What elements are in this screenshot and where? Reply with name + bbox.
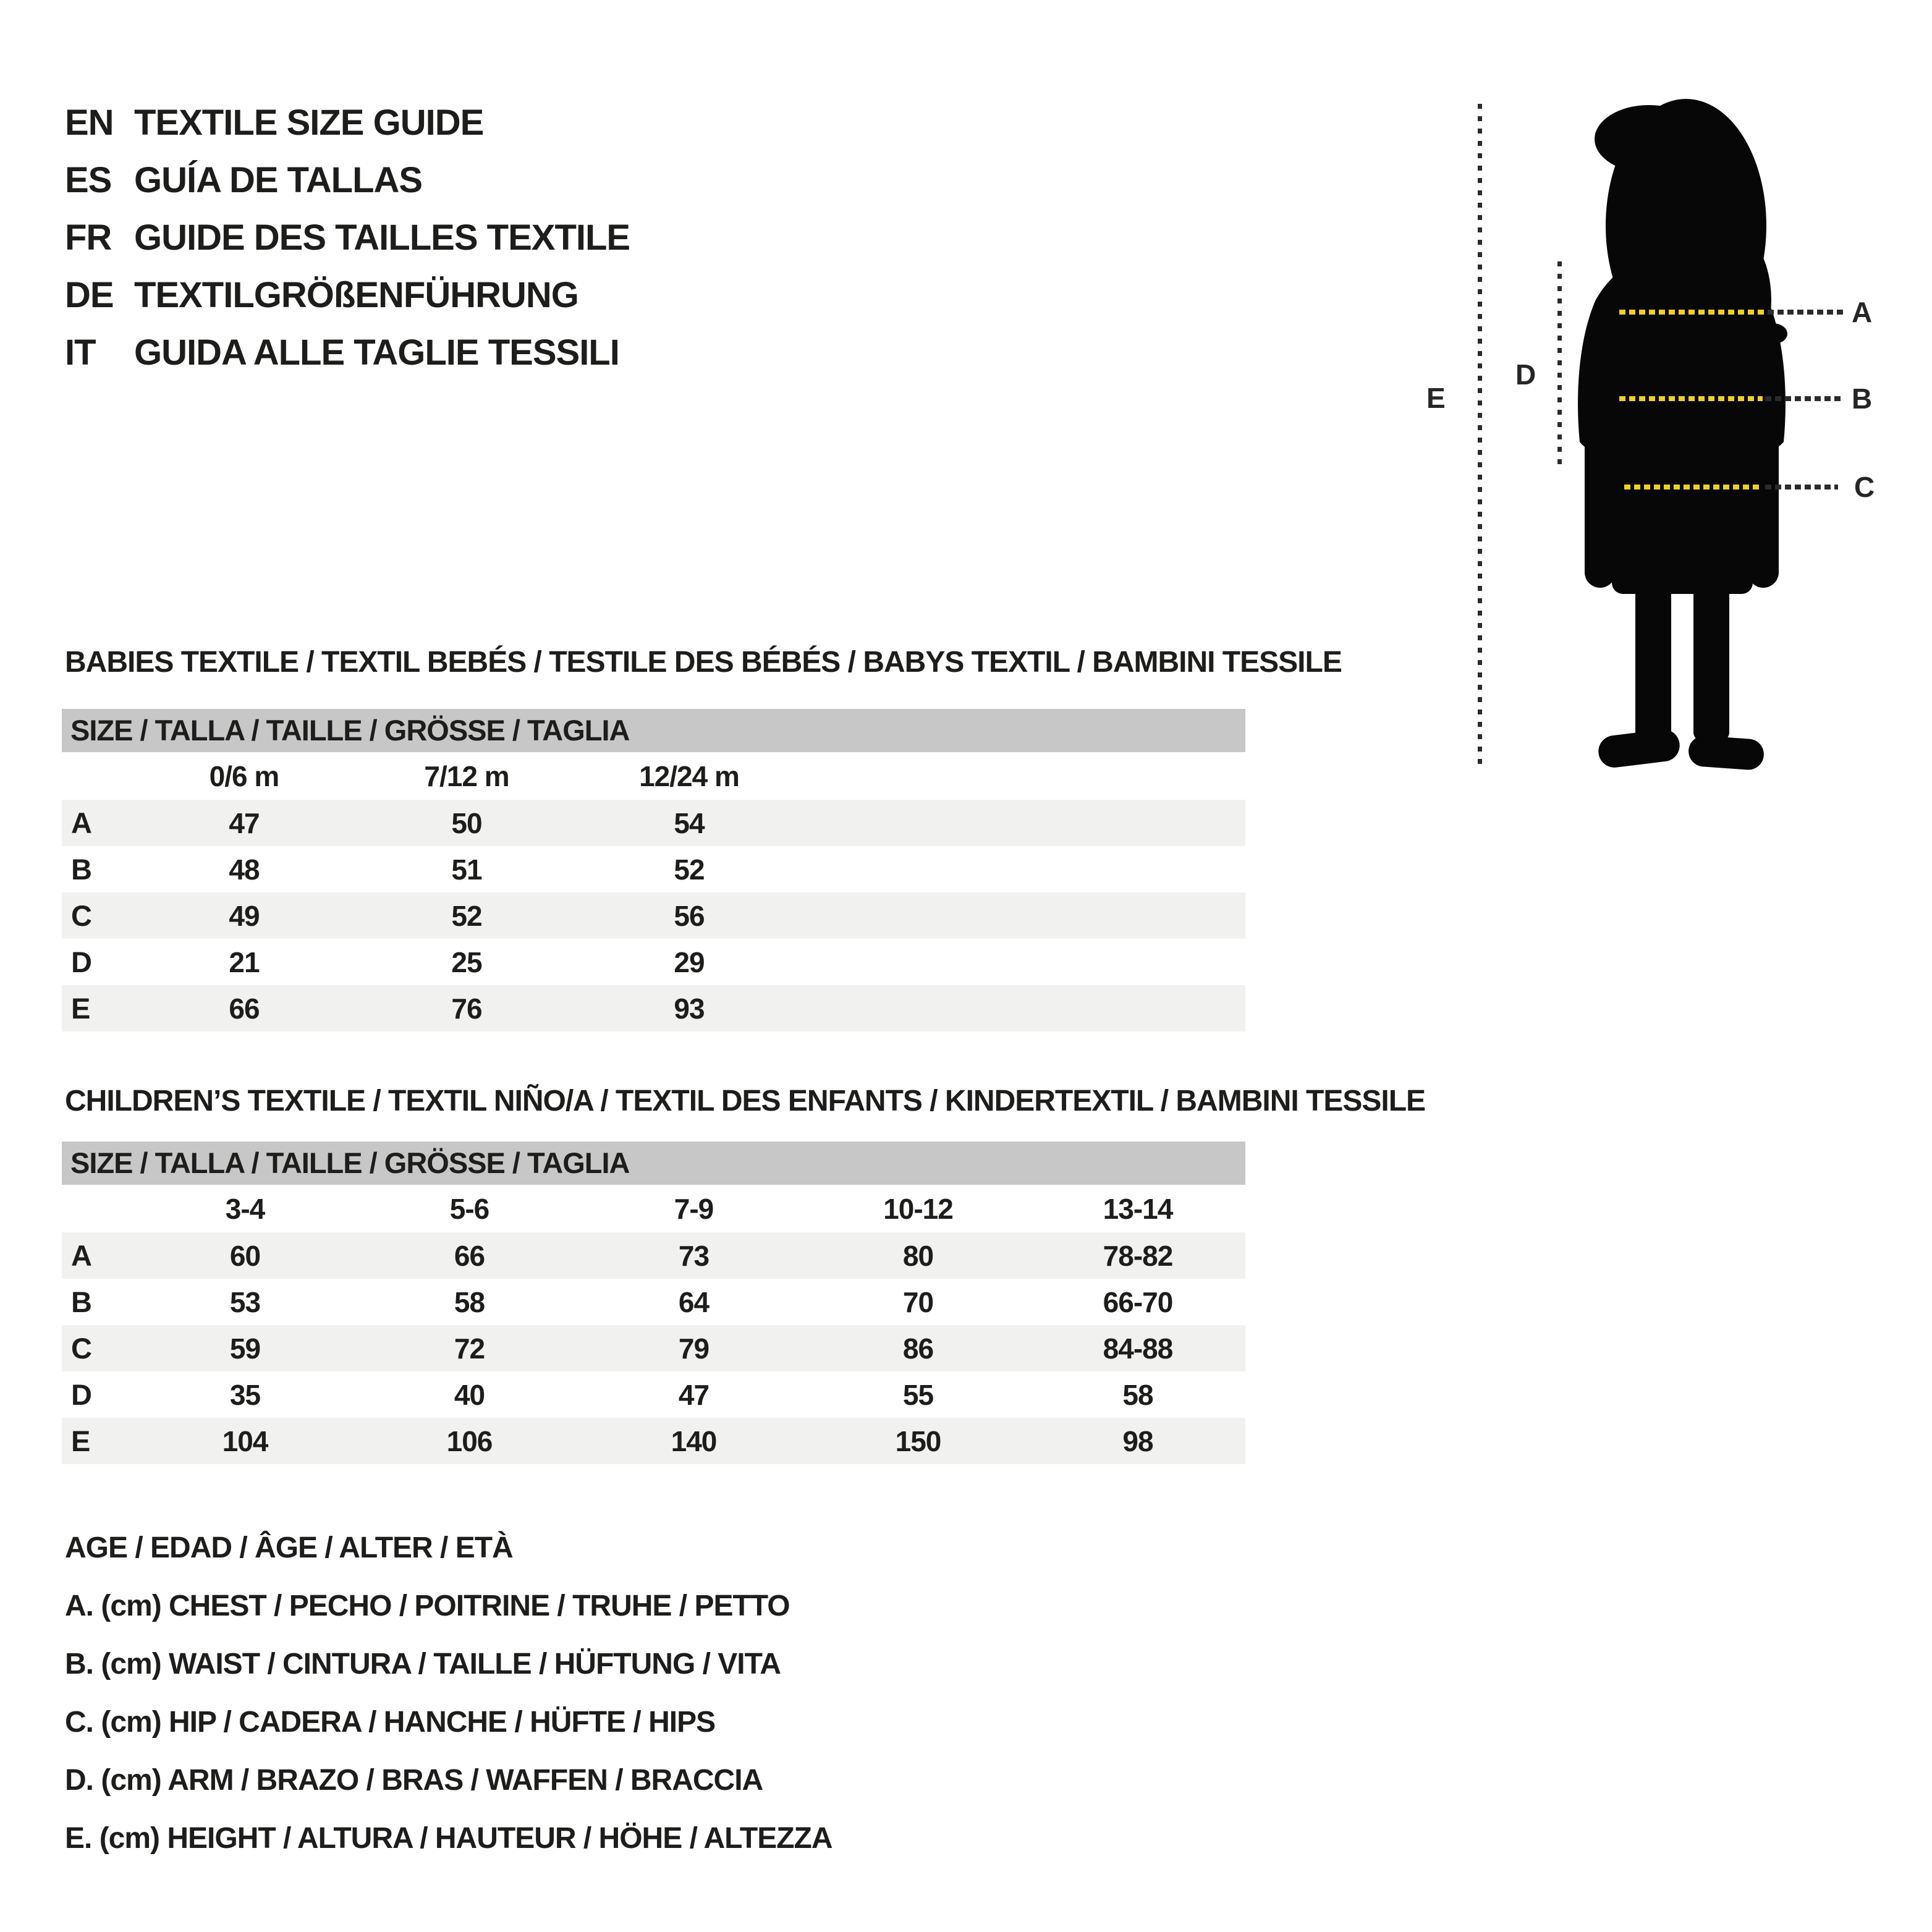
left-leg-shape bbox=[1635, 583, 1671, 741]
row-label: D bbox=[71, 946, 91, 978]
cell: 48 bbox=[229, 853, 260, 886]
row-label: D bbox=[71, 1378, 91, 1411]
legend-line-hip: C. (cm) HIP / CADERA / HANCHE / HÜFTE / HIPS bbox=[65, 1706, 716, 1739]
babies-size-table bbox=[62, 709, 1245, 1032]
table-row bbox=[62, 892, 1245, 939]
language-row-de bbox=[65, 276, 578, 315]
column-header: 7-9 bbox=[674, 1192, 714, 1225]
cell: 52 bbox=[451, 899, 482, 932]
measure-label-e: E bbox=[1426, 382, 1446, 414]
children-column-header-row bbox=[62, 1185, 1245, 1232]
language-title: TEXTILGRÖßENFÜHRUNG bbox=[134, 275, 578, 315]
legend-line-chest: A. (cm) CHEST / PECHO / POITRINE / TRUHE / PETTO bbox=[65, 1590, 790, 1622]
cell: 35 bbox=[229, 1378, 261, 1411]
legend-line-waist: B. (cm) WAIST / CINTURA / TAILLE / HÜFTUNG / VITA bbox=[65, 1648, 781, 1680]
table-row bbox=[62, 846, 1245, 892]
language-title: TEXTILE SIZE GUIDE bbox=[134, 103, 484, 143]
cell: 60 bbox=[229, 1239, 261, 1272]
row-label: A bbox=[71, 1239, 91, 1272]
language-code: FR bbox=[65, 218, 112, 258]
row-label: B bbox=[71, 1286, 91, 1318]
cell: 59 bbox=[229, 1332, 261, 1365]
table-row bbox=[62, 1232, 1245, 1279]
table-row bbox=[62, 1418, 1245, 1464]
row-label: E bbox=[71, 992, 90, 1025]
language-title: GUIDE DES TAILLES TEXTILE bbox=[134, 218, 630, 258]
cell: 54 bbox=[674, 807, 705, 839]
table-row bbox=[62, 1371, 1245, 1418]
row-label: B bbox=[71, 853, 91, 886]
cell: 29 bbox=[674, 946, 705, 978]
cell: 53 bbox=[229, 1286, 261, 1318]
cell: 106 bbox=[446, 1425, 493, 1457]
cell: 56 bbox=[674, 899, 705, 932]
legend-line-height: E. (cm) HEIGHT / ALTURA / HAUTEUR / HÖHE / ALTEZZA bbox=[65, 1822, 833, 1855]
cell: 80 bbox=[902, 1239, 934, 1272]
cell: 84-88 bbox=[1103, 1332, 1173, 1365]
chest-measure-line-a bbox=[1619, 310, 1765, 315]
hair-shape bbox=[1595, 105, 1703, 173]
cell: 66 bbox=[454, 1239, 485, 1272]
waist-measure-line-b bbox=[1619, 396, 1763, 401]
measure-label-b: B bbox=[1852, 383, 1873, 415]
cell: 78-82 bbox=[1103, 1239, 1173, 1272]
cell: 25 bbox=[451, 946, 482, 978]
cell: 79 bbox=[678, 1332, 710, 1365]
shorts-shape bbox=[1612, 527, 1753, 594]
right-leg-shape bbox=[1693, 583, 1729, 741]
nose-shape bbox=[1758, 323, 1787, 344]
legend-line-age: AGE / EDAD / ÂGE / ALTER / ETÀ bbox=[65, 1532, 513, 1564]
chest-measure-leader-a bbox=[1768, 310, 1844, 315]
children-size-table bbox=[62, 1142, 1245, 1464]
cell: 98 bbox=[1122, 1425, 1153, 1457]
cell: 70 bbox=[902, 1286, 934, 1318]
column-header: 7/12 m bbox=[424, 760, 509, 792]
row-label: A bbox=[71, 807, 91, 839]
row-label: E bbox=[71, 1425, 90, 1457]
hip-measure-line-c bbox=[1624, 485, 1763, 489]
language-title: GUIDA ALLE TAGLIE TESSILI bbox=[134, 333, 619, 373]
cell: 52 bbox=[674, 853, 705, 886]
column-header: 10-12 bbox=[883, 1192, 953, 1225]
cell: 76 bbox=[451, 992, 482, 1025]
language-code: ES bbox=[65, 160, 112, 200]
row-label: C bbox=[71, 1332, 91, 1365]
cell: 58 bbox=[1122, 1378, 1153, 1411]
cell: 21 bbox=[229, 946, 260, 978]
cell: 86 bbox=[902, 1332, 934, 1365]
cell: 40 bbox=[454, 1378, 485, 1411]
cell: 47 bbox=[229, 807, 260, 839]
babies-column-header-row bbox=[62, 752, 1245, 800]
right-shoe-shape bbox=[1687, 735, 1765, 771]
children-size-header-bar: SIZE / TALLA / TAILLE / GRÖSSE / TAGLIA bbox=[62, 1142, 1245, 1185]
column-header: 3-4 bbox=[225, 1192, 265, 1225]
cell: 47 bbox=[678, 1378, 710, 1411]
left-arm-shape bbox=[1585, 430, 1616, 588]
cell: 72 bbox=[454, 1332, 485, 1365]
cell: 73 bbox=[678, 1239, 710, 1272]
language-code: DE bbox=[65, 275, 114, 315]
language-row-es bbox=[65, 161, 422, 200]
table-row bbox=[62, 985, 1245, 1032]
row-label: C bbox=[71, 899, 91, 932]
hip-measure-leader-c bbox=[1765, 485, 1838, 489]
cell: 58 bbox=[454, 1286, 485, 1318]
measure-label-c: C bbox=[1854, 471, 1875, 503]
language-row-fr bbox=[65, 219, 630, 257]
cell: 66 bbox=[229, 992, 260, 1025]
language-row-it bbox=[65, 334, 619, 372]
language-title: GUÍA DE TALLAS bbox=[134, 160, 423, 200]
left-shoe-shape bbox=[1596, 727, 1681, 769]
cell: 51 bbox=[451, 853, 482, 886]
cell: 49 bbox=[229, 899, 260, 932]
measure-label-d: D bbox=[1515, 358, 1536, 391]
legend-line-arm: D. (cm) ARM / BRAZO / BRAS / WAFFEN / BRACCIA bbox=[65, 1764, 763, 1797]
child-silhouette bbox=[1570, 96, 1792, 773]
cell: 50 bbox=[451, 807, 482, 839]
babies-section-heading: BABIES TEXTILE / TEXTIL BEBÉS / TESTILE DES BÉBÉS / BABYS TEXTIL / BAMBINI TESSILE bbox=[65, 646, 1342, 679]
column-header: 5-6 bbox=[449, 1192, 489, 1225]
language-row-en bbox=[65, 104, 483, 142]
column-header: 0/6 m bbox=[209, 760, 279, 792]
column-header: 13-14 bbox=[1103, 1192, 1173, 1225]
column-header: 12/24 m bbox=[639, 760, 739, 792]
cell: 55 bbox=[902, 1378, 934, 1411]
cell: 104 bbox=[222, 1425, 268, 1457]
arm-measure-line-d bbox=[1557, 261, 1562, 470]
cell: 150 bbox=[895, 1425, 941, 1457]
table-row bbox=[62, 939, 1245, 985]
measure-label-a: A bbox=[1852, 296, 1873, 328]
waist-measure-leader-b bbox=[1765, 396, 1841, 401]
face-shape bbox=[1663, 219, 1771, 380]
height-measure-line-e bbox=[1478, 104, 1482, 770]
babies-size-header-bar: SIZE / TALLA / TAILLE / GRÖSSE / TAGLIA bbox=[62, 709, 1245, 752]
cell: 93 bbox=[674, 992, 705, 1025]
language-code: IT bbox=[65, 333, 96, 373]
table-row bbox=[62, 1325, 1245, 1371]
table-row bbox=[62, 1279, 1245, 1325]
language-code: EN bbox=[65, 103, 114, 143]
table-row bbox=[62, 800, 1245, 846]
cell: 66-70 bbox=[1103, 1286, 1173, 1318]
cell: 140 bbox=[671, 1425, 717, 1457]
cell: 64 bbox=[678, 1286, 710, 1318]
children-section-heading: CHILDREN’S TEXTILE / TEXTIL NIÑO/A / TEXTIL DES ENFANTS / KINDERTEXTIL / BAMBINI TESSILE bbox=[65, 1085, 1426, 1117]
